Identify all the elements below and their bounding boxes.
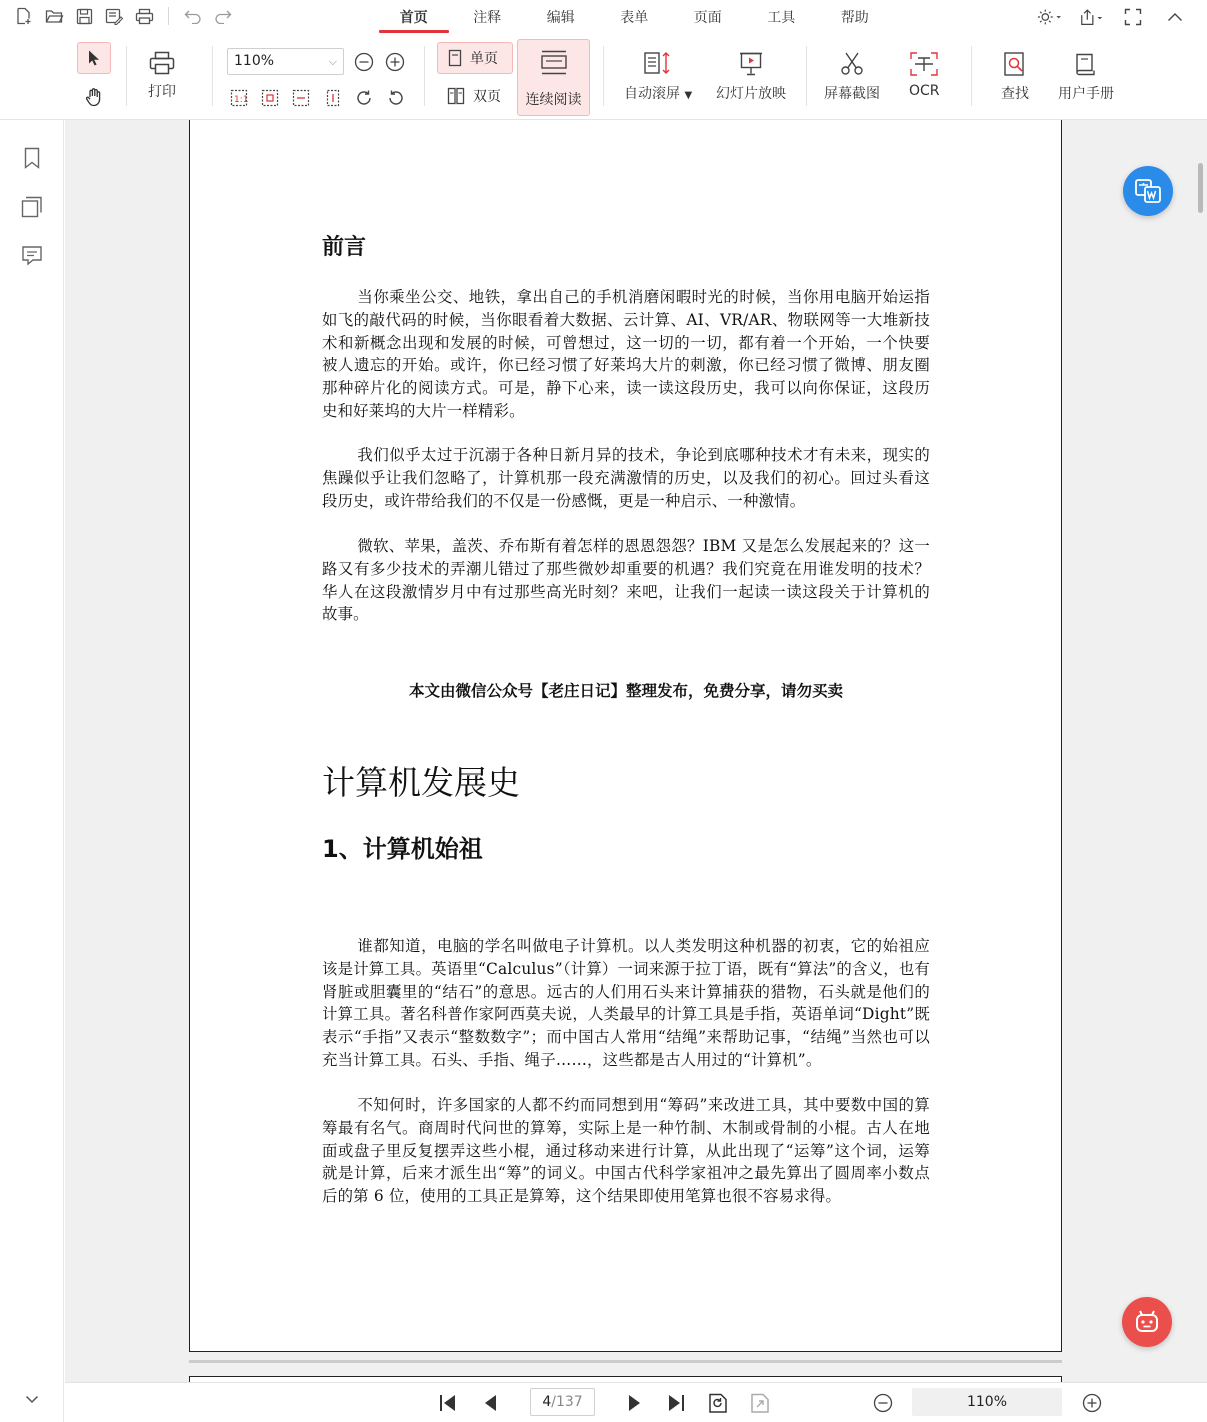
divider <box>603 46 604 106</box>
document-viewport[interactable] <box>65 120 1207 1382</box>
divider <box>126 46 127 106</box>
slideshow-button[interactable] <box>716 51 786 103</box>
title-bar <box>0 0 1207 34</box>
thumbnails-icon[interactable] <box>20 195 44 219</box>
divider <box>168 7 169 25</box>
window-tools <box>1037 6 1187 28</box>
user-manual-label: 用户手册 <box>1058 86 1114 102</box>
user-manual-button[interactable] <box>1058 51 1114 103</box>
zoom-out-icon[interactable] <box>871 1391 895 1415</box>
ocr-button[interactable] <box>909 51 940 99</box>
print-icon[interactable] <box>134 6 154 26</box>
ocr-icon <box>909 51 939 77</box>
single-page-icon <box>448 49 462 67</box>
rotate-counterclockwise-icon[interactable] <box>386 88 406 108</box>
zoom-out-icon[interactable] <box>354 52 374 72</box>
search-icon <box>1002 51 1028 77</box>
collapse-ribbon-icon[interactable] <box>1163 6 1187 28</box>
double-page-button[interactable] <box>447 86 501 106</box>
comments-icon[interactable] <box>20 244 44 268</box>
share-icon[interactable] <box>1079 6 1103 28</box>
robot-icon <box>1132 1307 1162 1337</box>
tab-edit[interactable]: 编辑 <box>546 10 575 26</box>
new-file-icon[interactable] <box>14 6 34 26</box>
find-button[interactable] <box>1001 51 1029 103</box>
divider <box>424 46 425 106</box>
last-page-icon[interactable] <box>664 1391 688 1415</box>
paragraph: 谁都知道，电脑的学名叫做电子计算机。以人类发明这种机器的初衷，它的始祖应该是计算工具。英语里“Calculus”（计算）一词来源于拉丁语，既有“算法”的含义，也有肾脏或胆囊里的“结石”的意思。远古的人们用石头来计算捕获的猎物，石头就是他们的计算工具。著名科普作家阿西莫夫说，人类最早的计算工具是手指，英语单词“Dight”既表示“手指”又表示“整数数字”；而中国古人常用“结绳”来帮助记事，“结绳”当然也可以充当计算工具。石头、手指、绳子……，这些都是古人用过的“计算机”。 <box>322 937 930 1069</box>
previous-view-icon[interactable] <box>706 1391 730 1415</box>
svg-text:1:1: 1:1 <box>234 95 248 105</box>
screenshot-button[interactable] <box>824 51 880 103</box>
fit-page-icon[interactable] <box>260 88 280 108</box>
ribbon-toolbar <box>0 34 1207 120</box>
paragraph: 不知何时，许多国家的人都不约而同想到用“筹码”来改进工具，其中要数中国的算筹最有名气。商周时代问世的算筹，实际上是一种竹制、木制或骨制的小棍。古人在地面或盘子里反复摆弄这些小棍，通过移动来进行计算，从此出现了“运筹”这个词，运筹就是计算，后来才派生出“筹”的词义。中国古代科学家祖冲之最先算出了圆周率小数点后的第 6 位，使用的工具正是算筹，这个结果即使用笔算也很不容易求得。 <box>322 1096 930 1206</box>
ai-assistant-button[interactable] <box>1122 1297 1172 1347</box>
double-page-label: 双页 <box>473 89 501 105</box>
save-as-icon[interactable] <box>104 6 124 26</box>
zoom-value: 110% <box>234 53 275 69</box>
section-heading: 1、计算机始祖 <box>322 835 483 863</box>
actual-size-icon[interactable] <box>229 88 249 108</box>
continuous-scroll-icon <box>539 50 569 76</box>
book-icon <box>1073 51 1099 77</box>
next-view-icon[interactable] <box>748 1391 772 1415</box>
tab-form[interactable]: 表单 <box>620 10 649 26</box>
undo-icon[interactable] <box>183 6 203 26</box>
single-page-button[interactable] <box>437 42 513 74</box>
tab-tools[interactable]: 工具 <box>767 10 796 26</box>
fit-width-icon[interactable] <box>291 88 311 108</box>
continuous-reading-button[interactable] <box>517 39 590 116</box>
save-icon[interactable] <box>74 6 94 26</box>
page-number-input[interactable] <box>530 1388 595 1416</box>
divider <box>971 46 972 106</box>
current-page: 4 <box>542 1394 552 1410</box>
theme-icon[interactable] <box>1037 6 1061 28</box>
scissors-icon <box>839 51 865 77</box>
total-pages: /137 <box>551 1394 583 1410</box>
zoom-select[interactable] <box>227 48 344 75</box>
preface-heading: 前言 <box>322 235 367 260</box>
redo-icon[interactable] <box>213 6 233 26</box>
paragraph: 微软、苹果，盖茨、乔布斯有着怎样的恩恩怨怨？IBM 又是怎么发展起来的？这一路又有多少技术的弄潮儿错过了那些微妙却重要的机遇？我们究竟在用谁发明的技术？华人在这段激情岁月中有过那些高光时刻？来吧，让我们一起读一读这段关于计算机的故事。 <box>322 537 930 624</box>
distribution-notice: 本文由微信公众号【老庄日记】整理发布，免费分享，请勿买卖 <box>408 682 843 700</box>
paragraph: 我们似乎太过于沉溺于各种日新月异的技术，争论到底哪种技术才有未来，现实的焦躁似乎让我们忽略了，计算机那一段充满激情的历史，以及我们的初心。回过头看这段历史，或许带给我们的不仅是一份感慨，更是一种启示、一种激情。 <box>322 446 930 510</box>
fit-height-icon[interactable] <box>323 88 343 108</box>
next-page-icon[interactable] <box>622 1391 646 1415</box>
print-label: 打印 <box>148 84 176 100</box>
cursor-arrow-icon <box>87 49 101 67</box>
screenshot-label: 屏幕截图 <box>824 86 880 102</box>
vertical-scrollbar[interactable] <box>1198 163 1203 213</box>
continuous-reading-label: 连续阅读 <box>525 92 582 108</box>
divider <box>212 46 213 106</box>
paragraph: 当你乘坐公交、地铁，拿出自己的手机消磨闲暇时光的时候，当你用电脑开始运指如飞的敲代码的时候，当你眼看着大数据、云计算、AI、VR/AR、物联网等一大堆新技术和新概念出现和发展的时候，可曾想过，这一切的一切，都有着一个开始，一个快要被人遗忘的开始。或许，你已经习惯了好莱坞大片的刺激，你已经习惯了微博、朋友圈那种碎片化的阅读方式。可是，静下心来，读一读这段历史，我可以向你保证，这段历史和好莱坞的大片一样精彩。 <box>322 288 930 420</box>
translate-button[interactable] <box>1123 166 1173 216</box>
auto-scroll-icon <box>643 51 673 77</box>
find-label: 查找 <box>1001 86 1029 102</box>
single-page-label: 单页 <box>470 51 498 67</box>
open-folder-icon[interactable] <box>44 6 64 26</box>
hand-icon <box>84 87 104 107</box>
quick-access-toolbar <box>14 6 233 26</box>
translate-icon <box>1133 176 1163 206</box>
slideshow-label: 幻灯片放映 <box>716 86 786 102</box>
pdf-page <box>189 120 1062 1352</box>
page-separator <box>189 1360 1062 1363</box>
select-tool-button[interactable] <box>77 42 111 74</box>
left-sidebar <box>0 120 64 1422</box>
auto-scroll-label <box>624 83 692 103</box>
hand-tool-button[interactable] <box>80 84 108 110</box>
chevron-down-icon[interactable] <box>20 1387 44 1411</box>
tab-page[interactable]: 页面 <box>693 10 722 26</box>
status-bar <box>65 1382 1207 1422</box>
tab-help[interactable]: 帮助 <box>840 10 869 26</box>
double-page-icon <box>447 87 465 105</box>
zoom-in-icon[interactable] <box>385 52 405 72</box>
auto-scroll-button[interactable] <box>624 51 692 103</box>
ocr-label: OCR <box>909 83 940 99</box>
dropdown-caret-icon: ▼ <box>684 90 693 101</box>
print-button[interactable] <box>148 51 176 101</box>
tab-home[interactable]: 首页 <box>377 4 451 32</box>
bookmark-icon[interactable] <box>20 146 44 170</box>
first-page-icon[interactable] <box>436 1391 460 1415</box>
chapter-heading: 计算机发展史 <box>322 763 520 802</box>
previous-page-icon[interactable] <box>479 1391 503 1415</box>
zoom-in-icon[interactable] <box>1080 1391 1104 1415</box>
auto-scroll-text: 自动滚屏 <box>624 86 680 102</box>
zoom-level[interactable]: 110% <box>912 1388 1062 1416</box>
divider <box>806 46 807 106</box>
fullscreen-icon[interactable] <box>1121 6 1145 28</box>
tab-annotate[interactable]: 注释 <box>473 10 502 26</box>
rotate-clockwise-icon[interactable] <box>354 88 374 108</box>
chevron-down-icon: ⌵ <box>328 55 337 68</box>
menu-tabs <box>377 4 892 32</box>
printer-icon <box>149 51 175 75</box>
slideshow-icon <box>737 51 765 77</box>
